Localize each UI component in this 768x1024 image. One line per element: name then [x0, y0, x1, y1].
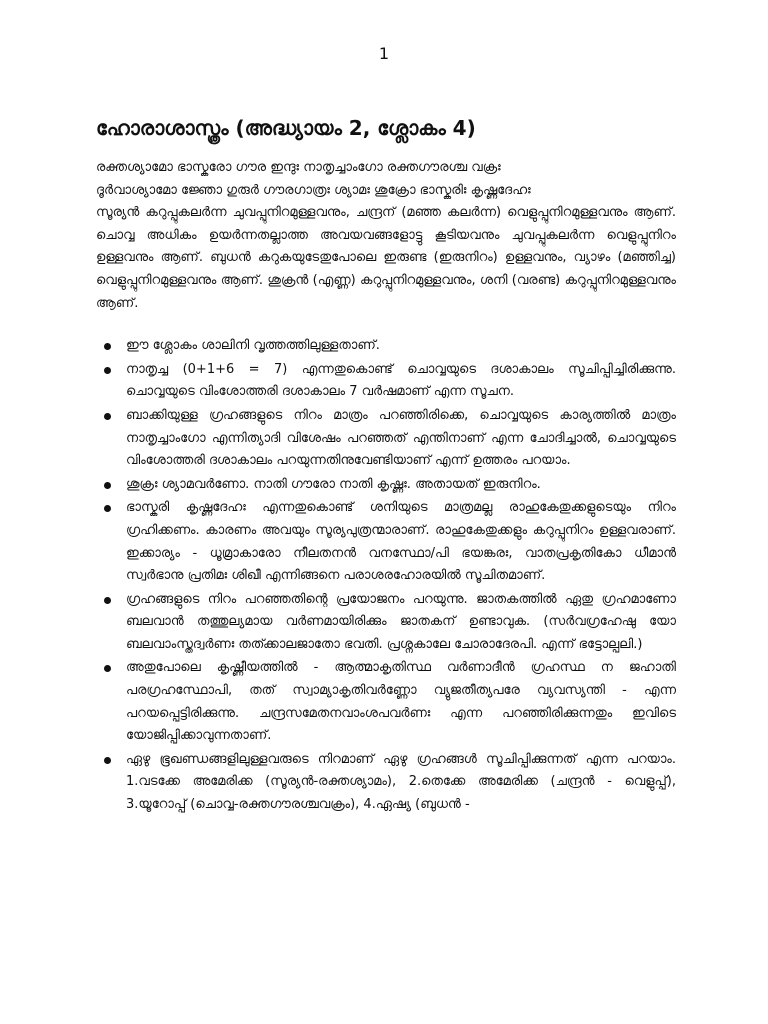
- list-item-text: ഗ്രഹങ്ങളുടെ നിറം പറഞ്ഞതിന്റെ പ്രയോജനം പറയുന്നു. ജാതകത്തിൽ ഏതു ഗ്രഹമാണോ ബലവാൻ തത്തുല്യമായ വർണമായിരിക്കും ജാതകന് ഉണ്ടാവുക. (സർവഗ്രഹേഷു യോ ബലവാംസ്തദ്വർണഃ തത്ക്കാലജാതോ ഭവതി. പ്രശ്നകാലേ ചോരാദേരപി. എന്ന് ഭട്ടോല്പലി.): [126, 591, 676, 652]
- list-item: [96, 749, 676, 817]
- list-item-text: നാതൃച്ച (0+1+6 = 7) എന്നതുകൊണ്ട് ചൊവ്വയുടെ ദശാകാലം സൂചിപ്പിച്ചിരിക്കുന്നു. ചൊവ്വയുടെ വിംശോത്തരി ദശാകാലം 7 വർഷമാണ് എന്ന സൂചന.: [126, 361, 676, 400]
- verse-line: രക്തശ്യാമോ ഭാസ്കരോ ഗൗര ഇന്ദുഃ നാതൃച്ചാംഗോ രക്തഗൗരശ്ച വക്രഃ: [96, 160, 501, 175]
- list-item: [96, 497, 676, 587]
- list-item: [96, 657, 676, 747]
- list-item: [96, 335, 676, 358]
- verse-line: ദൂർവാശ്യാമോ ജ്ഞോ ഗുരുർ ഗൗരഗാത്രഃ ശ്യാമഃ ശുക്രോ ഭാസ്കരിഃ കൃഷ്ണദേഹഃ: [96, 182, 531, 198]
- list-item-text: ബാക്കിയുള്ള ഗ്രഹങ്ങളുടെ നിറം മാത്രം പറഞ്ഞിരിക്കെ, ചൊവ്വയുടെ കാര്യത്തിൽ മാത്രം നാതൃച്ചാംഗോ എന്നിത്യാദി വിശേഷം പറഞ്ഞത് എന്തിനാണ് എന്ന ചോദിച്ചാൽ, ചൊവ്വയുടെ വിംശോത്തരി ദശാകാലം പറയുന്നതിനുവേണ്ടിയാണ് എന്ന് ഉത്തരം പറയാം.: [126, 407, 676, 469]
- list-item: [96, 474, 676, 497]
- list-item: [96, 405, 676, 473]
- list-item: [96, 589, 676, 657]
- sloka-verse: [96, 157, 676, 315]
- page-title: ഹോരാശാസ്ത്രം (അദ്ധ്യായം 2, ശ്ലോകം 4): [96, 116, 476, 140]
- page-number: 1: [378, 44, 390, 63]
- bullet-icon: [104, 367, 111, 374]
- list-item-text: അതുപോലെ കൃഷ്ണീയത്തിൽ - ആത്മാകൃതിസ്ഥ വർണാദീൻ ഗ്രഹസ്ഥ ന ജഹാതി പരഗ്രഹസ്ഥോപി, തത് സ്വാമ്യാകൃതിവർണ്ണോ വ്യുജതീത്യപരേ വ്യവസ്യന്തി - എന്ന പറയപ്പെട്ടിരിക്കുന്നു. ചന്ദ്രസമേതനവാംശപവർണഃ എന്ന പറഞ്ഞിരിക്കുന്നതും ഇവിടെ യോജിപ്പിക്കാവുന്നതാണ്.: [126, 660, 676, 744]
- verse-explanation: സൂര്യൻ കറുപ്പുകലർന്ന ചുവപ്പുനിറമുള്ളവനും, ചന്ദ്രന് (മഞ്ഞ കലർന്ന) വെളുപ്പുനിറമുള്ളവനും ആണ്. ചൊവ്വ അധികം ഉയർന്നതല്ലാത്ത അവയവങ്ങളോട്ടു കൂടിയവനും ചുവപ്പുകലർന്ന വെളുപ്പുനിറം ഉള്ളവനും ആണ്. ബുധൻ കറുകയുടേതുപോലെ ഇരുണ്ട (ഇരുനിറം) ഉള്ളവനും, വ്യാഴം (മഞ്ഞിച്ച) വെളുപ്പുനിറമുള്ളവനും ആണ്. ശുക്രൻ (എണ്ണ) കറുപ്പുനിറമുള്ളവനും, ശനി (വരണ്ട) കറുപ്പുനിറമുള്ളവനും ആണ്.: [96, 205, 676, 311]
- bullet-icon: [104, 482, 111, 489]
- bullet-icon: [104, 757, 111, 764]
- bullet-icon: [104, 665, 111, 672]
- page-content: [96, 113, 676, 818]
- bullet-icon: [104, 505, 111, 512]
- list-item-text: ഭാസ്കരി കൃഷ്ണദേഹഃ എന്നതുകൊണ്ട് ശനിയുടെ മാത്രമല്ല രാഹുകേതുക്കളുടെയും നിറം ഗ്രഹിക്കണം. കാരണം അവയും സൂര്യപുത്രന്മാരാണ്. രാഹുകേതുക്കളും കറുപ്പുനിറം ഉള്ളവരാണ്. ഇക്കാര്യം - ധൂമ്രാകാരോ നീലതനൻ വനസ്ഥോ/പി ഭയങ്കരഃ, വാതപ്രകൃതികോ ധീമാൻ സ്വർഭാനു പ്രതിമഃ ശിഖീ എന്നിങ്ങനെ പരാശരഹോരയിൽ സൂചിതമാണ്.: [126, 500, 676, 584]
- list-item-text: ഈ ശ്ലോകം ശാലിനി വൃത്തത്തിലുള്ളതാണ്.: [126, 338, 380, 354]
- list-item-text: ഏഴു ഭൂഖണ്ഡങ്ങളിലുള്ളവരുടെ നിറമാണ് ഏഴു ഗ്രഹങ്ങൾ സൂചിപ്പിക്കുന്നത് എന്ന പറയാം. 1.വടക്കേ അമേരിക്ക (സൂര്യൻ-രക്തശ്യാമം), 2.തെക്കേ അമേരിക്ക (ചന്ദ്രൻ - വെളുപ്പ്), 3.യൂറോപ്പ് (ചൊവ്വ-രക്തഗൗരശ്ചവക്രം), 4.ഏഷ്യ (ബുധൻ -: [126, 751, 676, 813]
- bullet-icon: [104, 413, 111, 420]
- bullet-icon: [104, 597, 111, 604]
- list-item: [96, 359, 676, 404]
- bullet-icon: [104, 343, 111, 350]
- list-item-text: ശുക്രഃ ശ്യാമവർണോ. നാതി ഗൗരോ നാതി കൃഷ്ണഃ. അതായത് ഇരുനിറം.: [126, 476, 541, 492]
- notes-list: [96, 335, 676, 816]
